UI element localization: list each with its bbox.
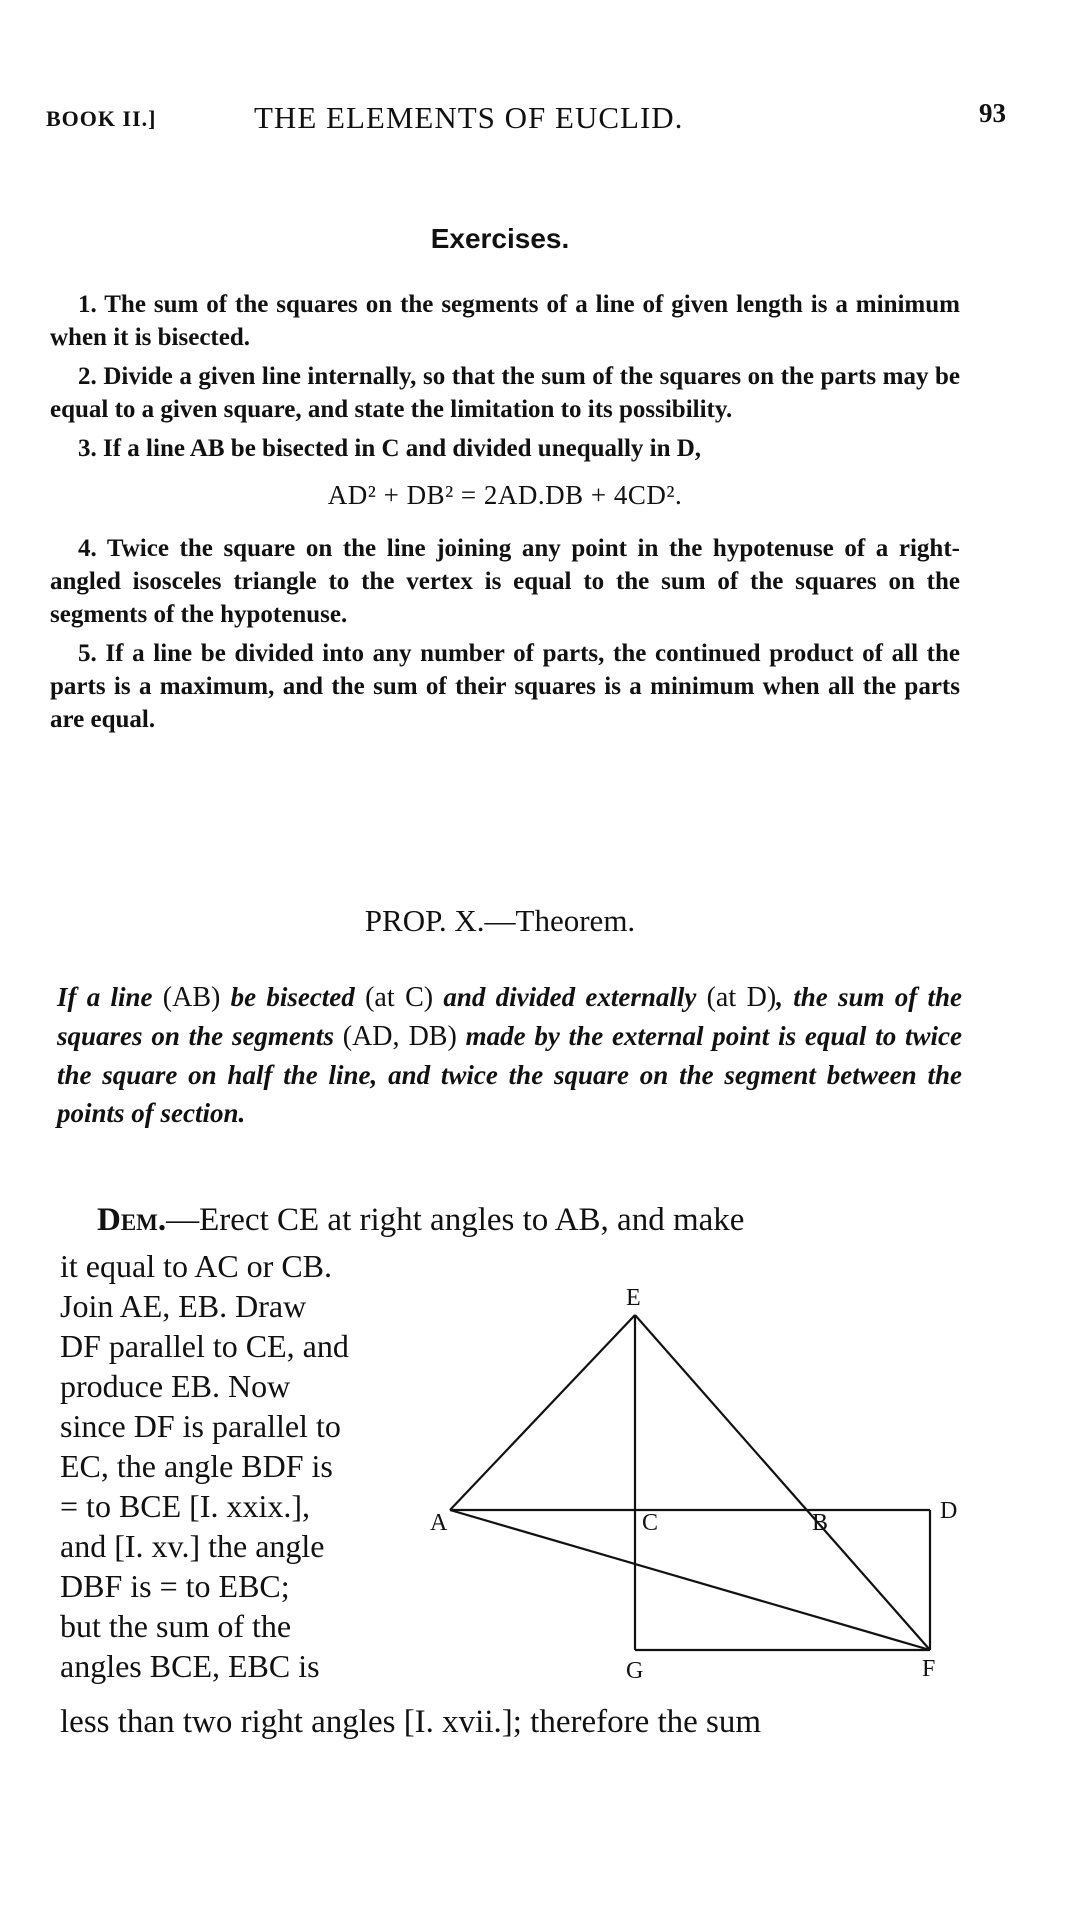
point-label-g: G [626,1658,644,1684]
exercise-item [50,432,960,465]
point-label-e: E [626,1285,641,1311]
enunciation-part: , the sum of the squares on the segments [57,982,963,1051]
point-label-d: D [940,1498,958,1524]
line-ae [450,1315,635,1510]
exercise-number: 1. [78,291,97,318]
proposition-heading: PROP. X.—Theorem. [364,903,636,938]
demonstration-column [60,1246,422,1686]
enunciation-part: be bisected [220,982,366,1012]
demonstration-line: EC, the angle BDF is [60,1448,333,1484]
exercise-text: If a line be divided into any number of parts, the continued product of all the parts is a maximum, and the sum of their squares is a minimum when all the parts are equal. [50,640,961,733]
exercise-formula: AD² + DB² = 2AD.DB + 4CD². [327,480,683,510]
exercise-text: If a line AB be bisected in C and divided unequally in D, [103,435,702,462]
exercise-item [50,288,960,354]
exercise-item [50,532,960,631]
demonstration-line: DF parallel to CE, and [60,1328,349,1364]
enunciation-part: (at D) [706,982,777,1013]
enunciation-part: and divided externally [433,982,707,1012]
demonstration-line: angles BCE, EBC is [60,1648,320,1684]
demonstration-label: Dem. [97,1202,167,1238]
exercise-number: 4. [78,535,97,562]
book-label: BOOK II.] [46,106,157,131]
enunciation-part: (AB) [162,982,221,1013]
point-label-a: A [430,1510,448,1536]
exercise-number: 5. [78,640,97,667]
exercises-heading: Exercises. [430,223,570,254]
enunciation-part: If a line [57,982,163,1012]
demonstration-text: —Erect CE at right angles to AB, and make [166,1202,745,1238]
demonstration-line: DBF is = to EBC; [60,1568,290,1604]
exercise-item [50,360,960,426]
demonstration-line: produce EB. Now [60,1368,291,1404]
line-ef [635,1315,930,1650]
point-label-c: C [642,1510,659,1536]
demonstration-line: it equal to AC or CB. [60,1248,332,1284]
demonstration-first-line [97,1201,967,1239]
demonstration-line: since DF is parallel to [60,1408,341,1444]
enunciation-part: made by the external point is equal to twice the square on half the line, and twice the square on the segment between the points of section. [57,1021,962,1128]
exercises-list [50,288,960,742]
enunciation-part: (AD, DB) [342,1021,457,1052]
book-title: THE ELEMENTS OF EUCLID. [254,100,684,135]
point-label-f: F [922,1656,936,1682]
enunciation-part: (at C) [365,982,434,1013]
exercise-text: The sum of the squares on the segments of a line of given length is a minimum when it is bisected. [50,291,960,351]
exercise-text: Twice the square on the line joining any point in the hypotenuse of a right-angled isosceles triangle to the vertex is equal to the sum of the squares on the segments of the hypotenuse. [50,535,960,628]
proposition-enunciation [57,978,962,1132]
running-head [46,100,1006,140]
line-af [450,1510,930,1650]
exercise-number: 3. [78,435,97,462]
geometry-diagram [430,1285,970,1684]
point-label-b: B [812,1510,829,1536]
demonstration-line: but the sum of the [60,1608,292,1644]
demonstration-line: and [I. xv.] the angle [60,1528,325,1564]
page-number: 93 [979,98,1006,128]
geometry-figure [430,1285,970,1684]
exercise-number: 2. [78,363,97,390]
exercise-text: Divide a given line internally, so that the sum of the squares on the parts may be equal to a given square, and state the limitation to its possibility. [50,363,961,423]
demonstration-line: Join AE, EB. Draw [60,1288,307,1324]
demonstration-last-line: less than two right angles [I. xvii.]; therefore the sum [60,1704,762,1740]
demonstration-line: = to BCE [I. xxix.], [60,1488,311,1524]
exercise-item [50,637,960,736]
